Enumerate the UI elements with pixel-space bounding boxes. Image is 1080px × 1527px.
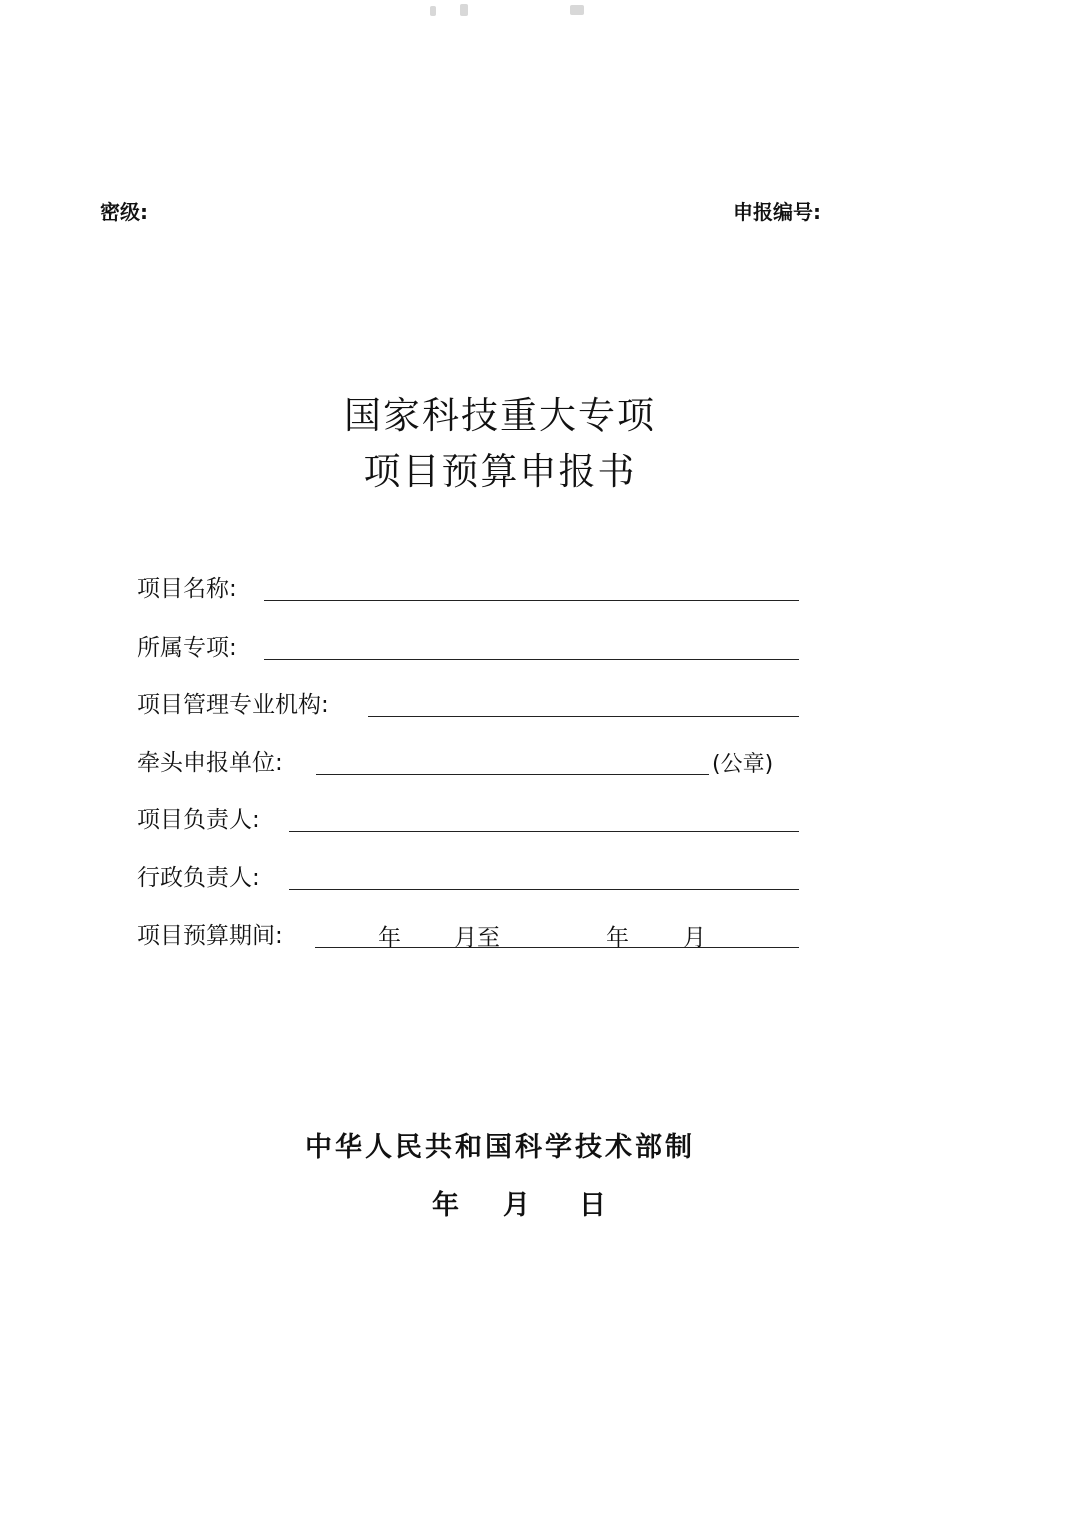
- project-name-row: [137, 570, 799, 604]
- management-org-blank[interactable]: [368, 716, 799, 717]
- declare-number-label: 申报编号:: [733, 200, 821, 224]
- management-org-row: [137, 686, 799, 720]
- period-end-year: 年: [606, 925, 629, 951]
- budget-period-row: [137, 917, 799, 951]
- special-project-row: [137, 629, 799, 663]
- special-project-blank[interactable]: [264, 659, 799, 660]
- admin-leader-row: [137, 859, 799, 893]
- footer-date-month: 月: [503, 1190, 530, 1221]
- footer-date-day: 日: [579, 1190, 606, 1221]
- document-title-line2: 项目预算申报书: [363, 450, 637, 493]
- footer-date-year: 年: [432, 1190, 459, 1221]
- period-start-month: 月至: [454, 925, 500, 951]
- project-leader-row: [137, 801, 799, 835]
- budget-period-label: 项目预算期间:: [137, 923, 283, 949]
- scan-artifacts: [420, 0, 620, 30]
- project-leader-blank[interactable]: [289, 831, 799, 832]
- admin-leader-label: 行政负责人:: [137, 865, 260, 891]
- issuing-organization: 中华人民共和国科学技术部制: [305, 1132, 695, 1163]
- seal-note: (公章): [712, 752, 774, 777]
- lead-unit-row: [137, 744, 799, 778]
- management-org-label: 项目管理专业机构:: [137, 692, 329, 718]
- period-end-month: 月: [683, 925, 706, 951]
- project-name-blank[interactable]: [264, 600, 799, 601]
- document-title-line1: 国家科技重大专项: [344, 394, 656, 437]
- secret-level-label: 密级:: [100, 200, 148, 224]
- lead-unit-label: 牵头申报单位:: [137, 750, 283, 776]
- project-leader-label: 项目负责人:: [137, 807, 260, 833]
- period-start-year: 年: [378, 925, 401, 951]
- special-project-label: 所属专项:: [137, 635, 237, 661]
- admin-leader-blank[interactable]: [289, 889, 799, 890]
- project-name-label: 项目名称:: [137, 576, 237, 602]
- lead-unit-blank[interactable]: [316, 774, 709, 775]
